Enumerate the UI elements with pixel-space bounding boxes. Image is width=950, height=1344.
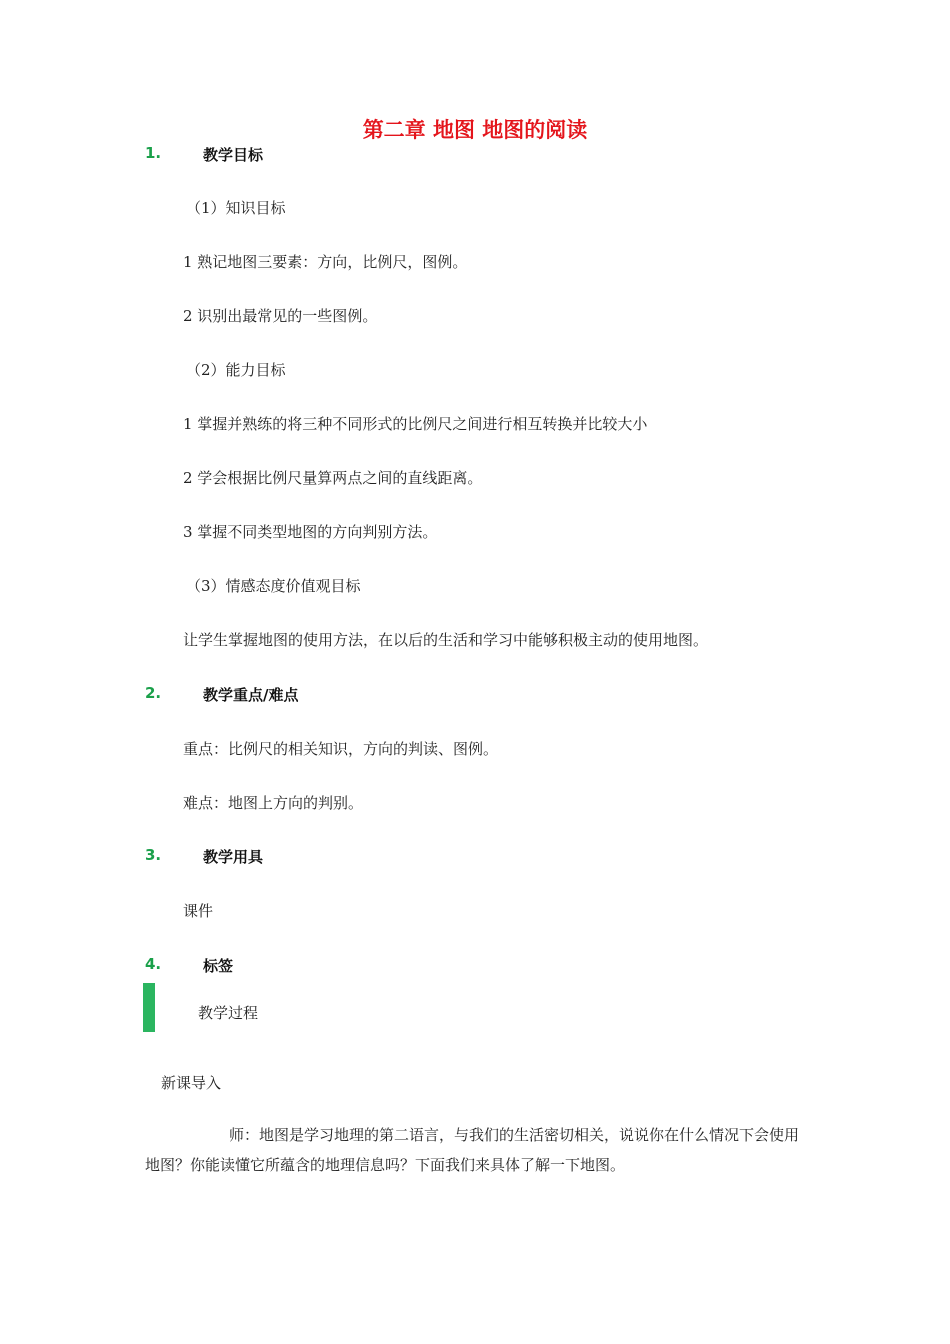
- section-title: 教学重点/难点: [203, 686, 299, 704]
- process-heading: 教学过程: [198, 1004, 259, 1022]
- section-title: 教学目标: [203, 146, 264, 164]
- list-item: 课件: [183, 902, 214, 920]
- list-item: 1 掌握并熟练的将三种不同形式的比例尺之间进行相互转换并比较大小: [183, 415, 648, 433]
- section-title: 教学用具: [203, 848, 264, 866]
- list-item: 1 熟记地图三要素：方向，比例尺，图例。: [183, 253, 468, 271]
- subheading: 新课导入: [161, 1074, 222, 1092]
- list-item: 2 识别出最常见的一些图例。: [183, 307, 378, 325]
- list-item: 2 学会根据比例尺量算两点之间的直线距离。: [183, 469, 483, 487]
- accent-bar: [143, 983, 155, 1032]
- subsection-heading: （3）情感态度价值观目标: [186, 577, 361, 595]
- section-number: 4.: [145, 955, 162, 973]
- section-title: 标签: [203, 957, 234, 975]
- document-title: 第二章 地图 地图的阅读: [362, 118, 588, 142]
- section-number: 2.: [145, 684, 162, 702]
- list-item: 难点：地图上方向的判别。: [183, 794, 364, 812]
- list-item: 3 掌握不同类型地图的方向判别方法。: [183, 523, 438, 541]
- list-item: 让学生掌握地图的使用方法，在以后的生活和学习中能够积极主动的使用地图。: [183, 631, 709, 649]
- body-paragraph: [145, 1120, 805, 1180]
- section-number: 3.: [145, 846, 162, 864]
- subsection-heading: （2）能力目标: [186, 361, 286, 379]
- paragraph-text: 师：地图是学习地理的第二语言，与我们的生活密切相关，说说你在什么情况下会使用地图？你能读懂它所蕴含的地理信息吗？下面我们来具体了解一下地图。: [145, 1126, 800, 1174]
- section-number: 1.: [145, 144, 162, 162]
- subsection-heading: （1）知识目标: [186, 199, 286, 217]
- list-item: 重点：比例尺的相关知识，方向的判读、图例。: [183, 740, 499, 758]
